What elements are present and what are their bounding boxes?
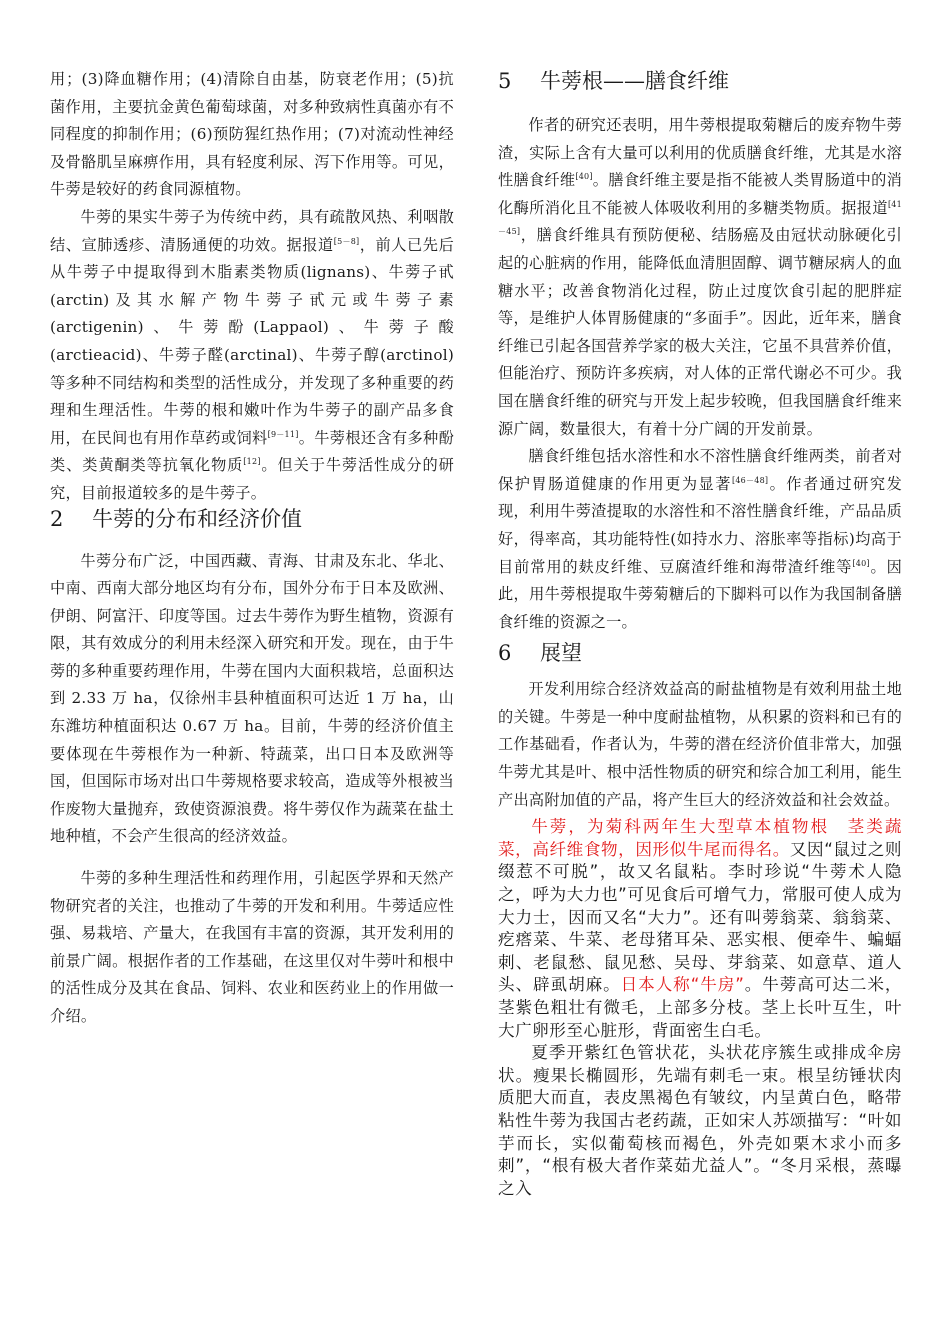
citation: [46－48] xyxy=(731,475,769,485)
appended-paragraph: 牛蒡，为菊科两年生大型草本植物根 茎类蔬菜，高纤维食物，因形似牛尾而得名。又因“鼠过之则缀惹不可脱”，故又名鼠粘。李时珍说“牛蒡术人隐之，呼为大力也”可见食后可增气力，常服可使人成为大力士，因而又名“大力”。还有叫蒡翁菜、翁翁菜、疙瘩菜、牛菜、老母猪耳朵、恶实根、便牵牛、蝙蝠刺、老鼠愁、鼠见愁、吴母、芽翁菜、如意草、道人头、辟虱胡麻。日本人称“牛房”。牛蒡高可达二米，茎紫色粗壮有微毛，上部多分枝。茎上长叶互生，叶大广卵形至心脏形，背面密生白毛。 xyxy=(498,817,902,1040)
citation: [40] xyxy=(575,172,593,182)
right-column xyxy=(498,66,902,1200)
appended-paragraph: 夏季开紫红色管状花，头状花序簇生或排成伞房状。瘦果长椭圆形，先端有刺毛一束。根呈纺锤状肉质肥大而直，表皮黑褐色有皱纹，内呈黄白色，略带粘性牛蒡为我国古老药蔬，正如宋人苏颂描写：“叶如芋而长，实似葡萄核而褐色，外壳如栗木求小而多刺”，“根有极大者作菜茹尤益人”。“冬月采根，蒸曝之入 xyxy=(498,1043,902,1198)
left-column xyxy=(50,66,454,1031)
highlighted-text: 日本人称“牛房” xyxy=(620,975,745,995)
paragraph: 开发利用综合经济效益高的耐盐植物是有效利用盐土地的关键。牛蒡是一种中度耐盐植物，从积累的资料和已有的工作基础看，作者认为，牛蒡的潜在经济价值非常大，加强牛蒡尤其是叶、根中活性物质的研究和综合加工利用，能生产出高附加值的产品，将产生巨大的经济效益和社会效益。 xyxy=(498,680,902,809)
section-heading: 2 牛蒡的分布和经济价值 xyxy=(50,506,302,531)
paragraph: 膳食纤维包括水溶性和水不溶性膳食纤维两类，前者对保护胃肠道健康的作用更为显著[46－48]。作者通过研究发现，利用牛蒡渣提取的水溶性和不溶性膳食纤维，产品品质好，得率高，其功能特性(如持水力、溶胀率等指标)均高于目前常用的麸皮纤维、豆腐渣纤维和海带渣纤维等[40]。因此，用牛蒡根提取牛蒡菊糖后的下脚料可以作为我国制备膳食纤维的资源之一。 xyxy=(498,447,903,631)
citation: [41－45] xyxy=(498,199,902,237)
citation: [40] xyxy=(852,558,870,568)
section-heading: 5 牛蒡根——膳食纤维 xyxy=(498,69,729,93)
paragraph: 作者的研究还表明，用牛蒡根提取菊糖后的废弃物牛蒡渣，实际上含有大量可以利用的优质膳食纤维，尤其是水溶性膳食纤维[40]。膳食纤维主要是指不能被人类胃肠道中的消化酶所消化且不能被人体吸收利用的多糖类物质。据报道[41－45]，膳食纤维具有预防便秘、结肠癌及由冠状动脉硬化引起的心脏病的作用，能降低血清胆固醇、调节糖尿病人的血糖水平；改善食物消化过程，防止过度饮食引起的肥胖症等，是维护人体胃肠健康的“多面手”。因此，近年来，膳食纤维已引起各国营养学家的极大关注，它虽不具营养价值，但能治疗、预防许多疾病，对人体的正常代谢必不可少。我国在膳食纤维的研究与开发上起步较晚，但我国膳食纤维来源广阔，数量很大，有着十分广阔的开发前景。 xyxy=(498,116,903,438)
paragraph: 牛蒡的多种生理活性和药理作用，引起医学界和天然产物研究者的关注，也推动了牛蒡的开发和利用。牛蒡适应性强、易栽培、产量大，在我国有丰富的资源，其开发利用的前景广阔。根据作者的工作基础，在这里仅对牛蒡叶和根中的活性成分及其在食品、饲料、农业和医药业上的作用做一介绍。 xyxy=(50,869,454,1025)
citation: [12] xyxy=(243,457,261,467)
citation: [5－8] xyxy=(333,236,360,246)
paragraph: 牛蒡分布广泛，中国西藏、青海、甘肃及东北、华北、中南、西南大部分地区均有分布，国外分布于日本及欧洲、伊朗、阿富汗、印度等国。过去牛蒡作为野生植物，资源有限，其有效成分的利用未经深入研究和开发。现在，由于牛蒡的多种重要药理作用，牛蒡在国内大面积栽培，总面积达到 2.33 万 ha，仅徐州丰县种植面积可达近 1 万 ha，山东潍坊种植面积达 0.67 万 ha。目前，牛蒡的经济价值主要体现在牛蒡根作为一种新、特蔬菜，出口日本及欧洲等国，但国际市场对出口牛蒡规格要求较高，造成等外根被当作废物大量抛弃，致使资源浪费。将牛蒡仅作为蔬菜在盐土地种植，不会产生很高的经济效益。 xyxy=(50,551,454,846)
paragraph: 牛蒡的果实牛蒡子为传统中药，具有疏散风热、利咽散结、宣肺透疹、清肠通便的功效。据报道[5－8]，前人已先后从牛蒡子中提取得到木脂素类物质(lignans)、牛蒡子甙(arctin)及其水解产物牛蒡子甙元或牛蒡子素(arctigenin)、牛蒡酚(Lappaol)、牛蒡子酸(arctieacid)、牛蒡子醛(arctinal)、牛蒡子醇(arctinol)等多种不同结构和类型的活性成分，并发现了多种重要的药理和生理活性。牛蒡的根和嫩叶作为牛蒡子的副产品多食用，在民间也有用作草药或饲料[9－11]。牛蒡根还含有多种酚类、类黄酮类等抗氧化物质[12]。但关于牛蒡活性成分的研究，目前报道较多的是牛蒡子。 xyxy=(50,207,455,502)
section-heading: 6 展望 xyxy=(498,641,582,666)
highlighted-text: 牛蒡，为菊科两年生大型草本植物根 茎类蔬菜，高纤维食物，因形似牛尾而得名。 xyxy=(498,817,902,859)
paragraph: 用；(3)降血糖作用；(4)清除自由基，防衰老作用；(5)抗菌作用，主要抗金黄色葡萄球菌，对多种致病性真菌亦有不同程度的抑制作用；(6)预防猩红热作用；(7)对流动性神经及骨骼肌呈麻痹作用，具有轻度利尿、泻下作用等。可见，牛蒡是较好的药食同源植物。 xyxy=(50,70,454,199)
citation: [9－11] xyxy=(267,429,299,439)
